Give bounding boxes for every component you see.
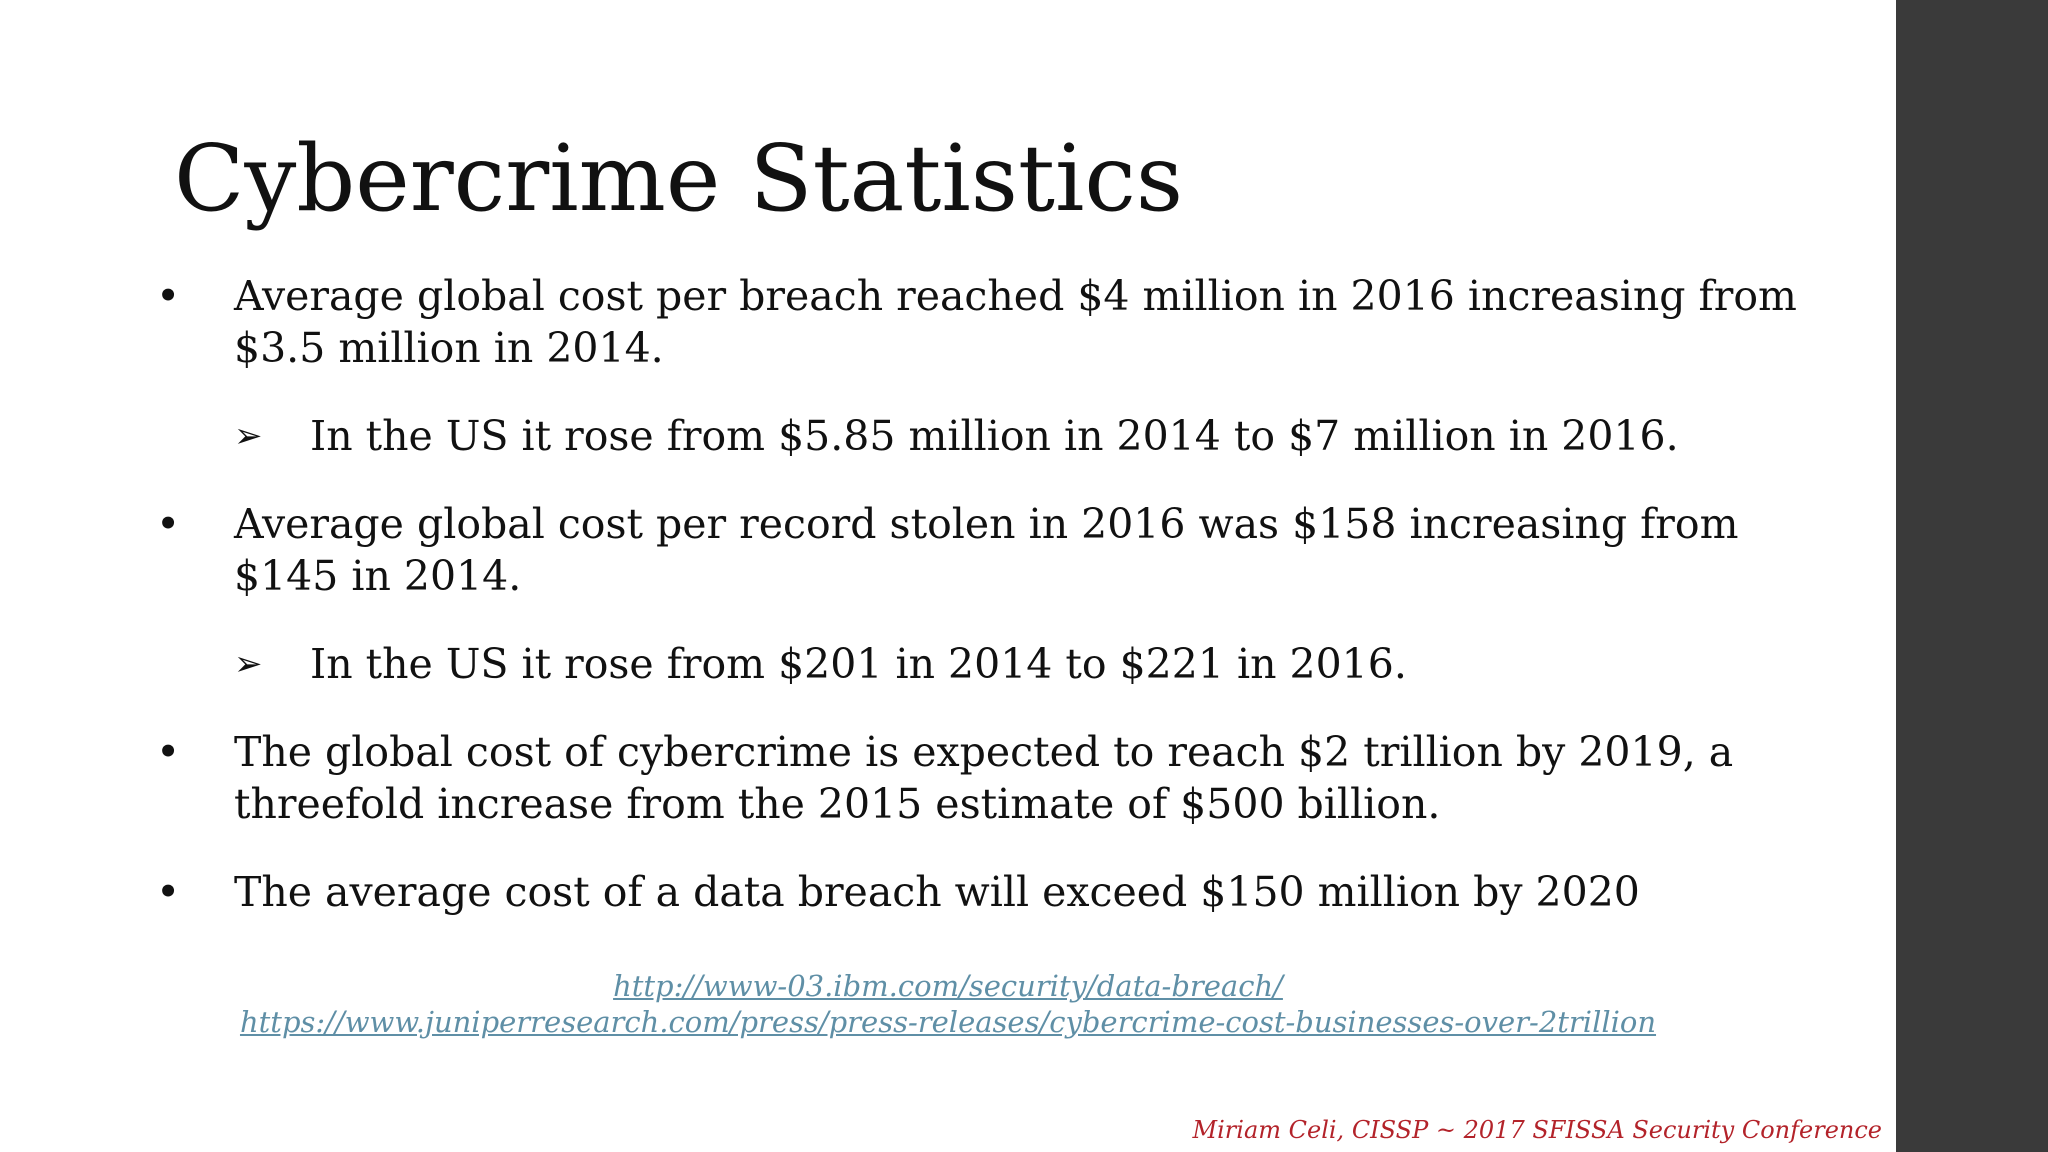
bullet-text: Average global cost per record stolen in 2016 was $158 increasing from $145 in 2014.: [234, 500, 1739, 600]
bullet-text: Average global cost per breach reached $4 million in 2016 increasing from $3.5 million in 2014.: [234, 272, 1797, 372]
sources: [0, 968, 1896, 1040]
sub-bullet-text: In the US it rose from $201 in 2014 to $221 in 2016.: [310, 640, 1407, 688]
arrow-bullet-icon: ➢: [234, 416, 263, 456]
sub-bullet-item-2: [0, 638, 1896, 690]
source-link-juniper[interactable]: https://www.juniperresearch.com/press/press-releases/cybercrime-cost-businesses-over-2trillion: [239, 1005, 1657, 1039]
bullet-dot-icon: •: [156, 728, 181, 776]
bullet-item-1: [0, 270, 1896, 374]
bullet-item-2: [0, 498, 1896, 602]
sub-bullet-text: In the US it rose from $5.85 million in 2014 to $7 million in 2016.: [310, 412, 1679, 460]
sub-bullet-item-1: [0, 410, 1896, 462]
slide-title: Cybercrime Statistics: [174, 125, 1184, 232]
bullet-dot-icon: •: [156, 868, 181, 916]
bullet-text: The average cost of a data breach will exceed $150 million by 2020: [234, 868, 1640, 916]
bullet-text: The global cost of cybercrime is expected to reach $2 trillion by 2019, a threefold increase from the 2015 estimate of $500 billion.: [234, 728, 1734, 828]
bullet-item-3: [0, 726, 1896, 830]
arrow-bullet-icon: ➢: [234, 644, 263, 684]
footer-credit: Miriam Celi, CISSP ~ 2017 SFISSA Security Conference: [1192, 1116, 1882, 1144]
source-link-ibm[interactable]: http://www-03.ibm.com/security/data-breach/: [613, 969, 1283, 1003]
side-bar: [1896, 0, 2048, 1152]
bullet-dot-icon: •: [156, 500, 181, 548]
bullet-dot-icon: •: [156, 272, 181, 320]
bullet-item-4: [0, 866, 1896, 918]
bullet-list: [0, 270, 1896, 918]
